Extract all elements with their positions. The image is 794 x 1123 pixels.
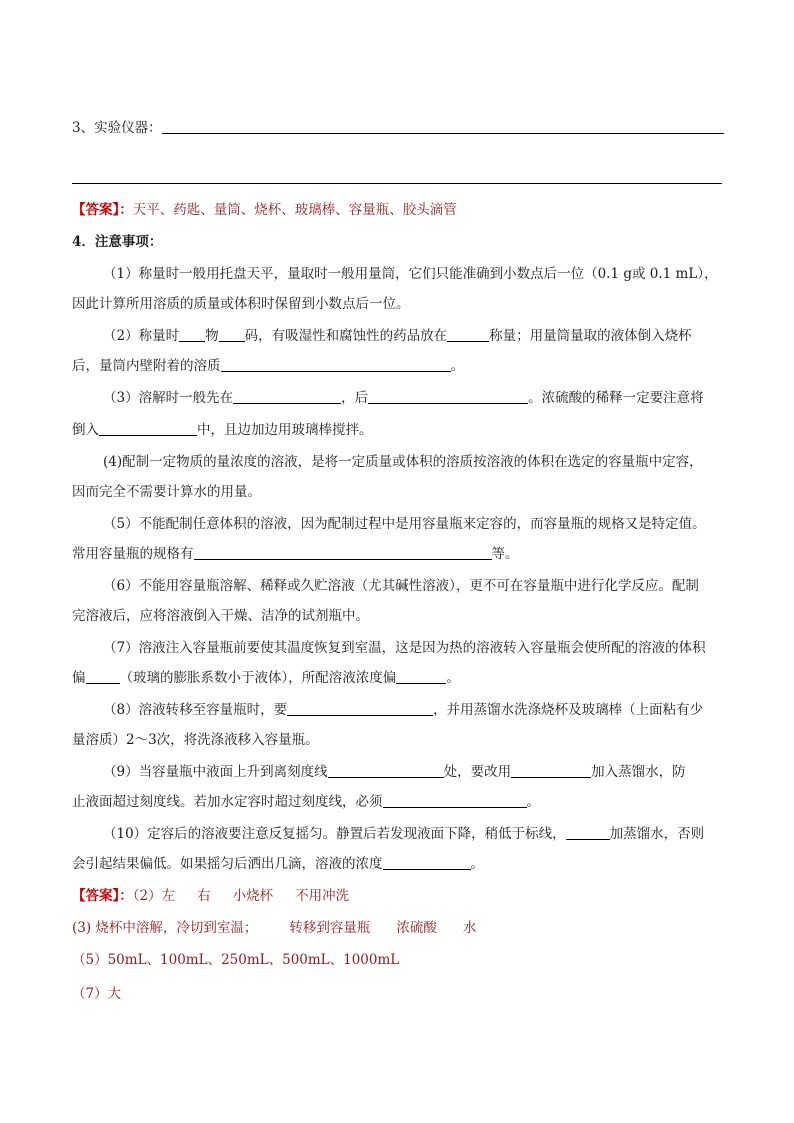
note9-text-a: （9）当容量瓶中液面上升到离刻度线 <box>103 764 328 780</box>
note3-line2 <box>72 420 373 440</box>
section4-title: 4．注意事项： <box>72 234 163 250</box>
answer1-colon: ： <box>119 202 133 218</box>
note8-line2: 量溶质）2～3次，将洗涤液移入容量瓶。 <box>72 732 319 748</box>
answer2-item: 水 <box>462 920 477 936</box>
blank-pour-into[interactable] <box>99 422 197 436</box>
answer2-item: （2）左 <box>132 888 176 904</box>
answer2-line3: （5）50mL、100mL、250mL、500mL、1000mL <box>72 952 400 968</box>
blank-balance-right[interactable] <box>219 328 245 342</box>
note8-text-b: ，并用蒸馏水洗涤烧杯及玻璃棒（上面粘有少 <box>433 702 704 718</box>
section3-label: 3、实验仪器： <box>72 120 162 136</box>
blank-dropper[interactable] <box>511 764 591 778</box>
note2-text-a: （2）称量时 <box>103 328 180 344</box>
note4-line2: 因而完全不需要计算水的用量。 <box>72 484 261 500</box>
note9-text-c: 加入蒸馏水，防 <box>591 764 686 780</box>
note7-text-a: 偏 <box>72 670 86 686</box>
section3-line <box>72 118 724 138</box>
blank-balance-left[interactable] <box>179 328 205 342</box>
note1-line1: （1）称量时一般用托盘天平，量取时一般用量筒，它们只能准确到小数点后一位（0.1 g或 0.1 mL）， <box>103 266 718 282</box>
note9-text-d: 止液面超过刻度线。若加水定容时超过刻度线，必须 <box>72 794 383 810</box>
blank-flask-sizes[interactable] <box>194 546 492 560</box>
note2-text-e: 后，量筒内壁附着的溶质 <box>72 358 221 374</box>
note3-text-e: 中，且边加边用玻璃棒搅拌。 <box>197 422 373 438</box>
answer2-label: 【答案】 <box>72 888 120 904</box>
note1-line2: 因此计算所用溶质的质量或体积时保留到小数点后一位。 <box>72 296 410 312</box>
answer1-text: 天平、药匙、量筒、烧杯、玻璃棒、容量瓶、胶头滴管 <box>132 202 457 218</box>
blank-dissolve-then[interactable] <box>368 390 528 404</box>
note6-line2: 完溶液后，应将溶液倒入干燥、洁净的试剂瓶中。 <box>72 608 369 624</box>
note6-line1: （6）不能用容量瓶溶解、稀释或久贮溶液（尤其碱性溶液），更不可在容量瓶中进行化学反应。配制 <box>103 578 699 594</box>
note10-text-b: 加蒸馏水，否则 <box>609 826 705 842</box>
note9-text-e: 。 <box>526 794 540 810</box>
note2-text-d: 称量；用量筒量取的液体倒入烧杯 <box>489 328 692 344</box>
note10-line1 <box>103 824 704 844</box>
blank-instruments-2[interactable] <box>72 183 722 184</box>
note7-line1: （7）溶液注入容量瓶前要使其温度恢复到室温，这是因为热的溶液转入容量瓶会使所配的溶液的体积 <box>103 640 706 656</box>
answer2-item: (3) 烧杯中溶解，冷切到室温； <box>72 920 258 936</box>
answer2-item: 浓硫酸 <box>396 920 437 936</box>
note5-line2 <box>72 544 519 564</box>
blank-add-water[interactable] <box>566 826 610 840</box>
note10-text-c: 会引起结果偏低。如果摇匀后洒出几滴，溶液的浓度 <box>72 856 383 872</box>
answer1-line <box>72 200 457 220</box>
note2-line2 <box>72 356 464 376</box>
note5-line1: （5）不能配制任意体积的溶液，因为配制过程中是用容量瓶来定容的，而容量瓶的规格又是特定值。 <box>103 516 706 532</box>
answer2-item: 右 <box>197 888 211 904</box>
answer2-item: 转移到容量瓶 <box>289 920 371 936</box>
answer2-line1 <box>72 886 349 906</box>
answer2-colon: ： <box>119 888 133 904</box>
note3-text-d: 倒入 <box>72 422 99 438</box>
blank-concentration-change[interactable] <box>383 856 471 870</box>
note9-line1 <box>103 762 686 782</box>
note3-text-c: 。浓硫酸的稀释一定要注意将 <box>528 390 704 406</box>
blank-distance[interactable] <box>328 764 444 778</box>
note5-text-b: 等。 <box>491 546 519 562</box>
answer2-line2 <box>72 918 476 938</box>
answer2-line4: （7）大 <box>72 986 122 1002</box>
note4-line1: (4)配制一定物质的量浓度的溶液，是将一定质量或体积的溶质按溶液的体积在选定的容量瓶中定容， <box>103 454 703 470</box>
note9-text-b: 处，要改用 <box>443 764 512 780</box>
note10-line2 <box>72 854 484 874</box>
note7-line2 <box>72 668 460 688</box>
note2-text-c: 码，有吸湿性和腐蚀性的药品放在 <box>244 328 448 344</box>
answer2-item: 不用冲洗 <box>295 888 350 904</box>
note5-text-a: 常用容量瓶的规格有 <box>72 546 194 562</box>
note2-text-b: 物 <box>205 328 219 344</box>
answer2-item: 小烧杯 <box>232 888 274 904</box>
note2-text-f: 。 <box>450 358 464 374</box>
note7-text-b: （玻璃的膨胀系数小于液体），所配溶液浓度偏 <box>119 670 397 686</box>
note3-text-b: ，后 <box>341 390 369 406</box>
note2-line1 <box>103 326 692 346</box>
note9-line2 <box>72 792 540 812</box>
blank-overfill-action[interactable] <box>383 794 527 808</box>
note8-line1 <box>103 700 703 720</box>
note8-text-a: （8）溶液转移至容量瓶时，要 <box>103 702 288 718</box>
note10-text-d: 。 <box>470 856 484 872</box>
blank-volume-bias[interactable] <box>86 670 120 684</box>
answer1-label: 【答案】 <box>72 202 120 218</box>
note3-text-a: （3）溶解时一般先在 <box>103 390 234 406</box>
note7-text-c: 。 <box>446 670 460 686</box>
note10-text-a: （10）定容后的溶液要注意反复摇匀。静置后若发现液面下降，稍低于标线， <box>103 826 566 842</box>
blank-container[interactable] <box>447 328 489 342</box>
note3-line1 <box>103 388 704 408</box>
blank-dissolve-first[interactable] <box>233 390 341 404</box>
blank-transfer-method[interactable] <box>287 702 433 716</box>
blank-concentration-bias[interactable] <box>396 670 446 684</box>
blank-instruments-1[interactable] <box>162 120 724 134</box>
blank-solute-residue[interactable] <box>221 358 451 372</box>
